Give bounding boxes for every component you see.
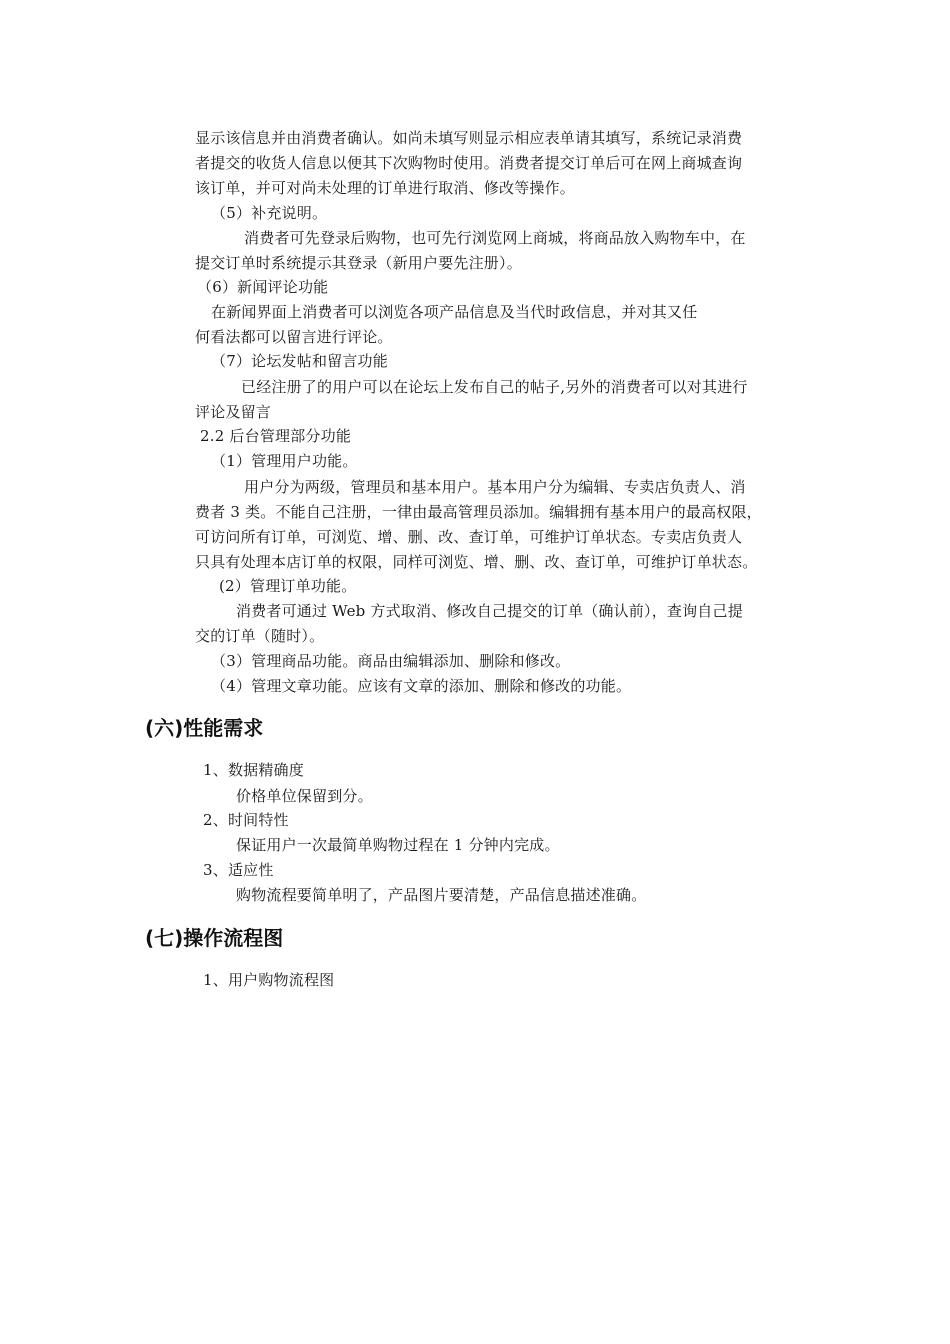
list-item-text: 保证用户一次最简单购物过程在 1 分钟内完成。 — [236, 836, 560, 854]
section-heading-flowchart: (七)操作流程图 — [145, 926, 284, 950]
paragraph-line: 消费者可先登录后购物，也可先行浏览网上商城，将商品放入购物车中，在 — [244, 229, 746, 247]
subsection-title: （1）管理用户功能。 — [211, 452, 358, 470]
section-title: 2.2 后台管理部分功能 — [200, 427, 352, 445]
paragraph-line: 在新闻界面上消费者可以浏览各项产品信息及当代时政信息，并对其又任 — [211, 303, 698, 321]
paragraph-line: 者提交的收货人信息以便其下次购物时使用。消费者提交订单后可在网上商城查询 — [195, 154, 743, 172]
list-item-title: 1、用户购物流程图 — [203, 971, 335, 989]
list-item-title: 1、数据精确度 — [203, 761, 304, 779]
paragraph-line: 用户分为两级，管理员和基本用户。基本用户分为编辑、专卖店负责人、消 — [244, 478, 746, 496]
paragraph-line: 可访问所有订单，可浏览、增、删、改、查订单，可维护订单状态。专卖店负责人 — [195, 528, 743, 546]
section-heading-performance: (六)性能需求 — [145, 716, 264, 740]
list-item-text: 购物流程要简单明了，产品图片要清楚，产品信息描述准确。 — [236, 886, 647, 904]
subsection-title: （3）管理商品功能。商品由编辑添加、删除和修改。 — [211, 652, 571, 670]
paragraph-line: 费者 3 类。不能自己注册，一律由最高管理员添加。编辑拥有基本用户的最高权限， — [195, 503, 762, 521]
paragraph-line: 评论及留言 — [195, 403, 272, 421]
paragraph-line: 该订单，并可对尚未处理的订单进行取消、修改等操作。 — [195, 179, 576, 197]
subsection-title: （6）新闻评论功能 — [197, 278, 329, 296]
paragraph-line: 已经注册了的用户可以在论坛上发布自己的帖子,另外的消费者可以对其进行 — [241, 378, 748, 396]
subsection-title: （7）论坛发帖和留言功能 — [211, 352, 388, 370]
paragraph-line: 交的订单（随时）。 — [195, 627, 325, 645]
list-item-title: 2、时间特性 — [203, 811, 289, 829]
paragraph-line: 提交订单时系统提示其登录（新用户要先注册）。 — [195, 254, 522, 272]
paragraph-line: 消费者可通过 Web 方式取消、修改自己提交的订单（确认前），查询自己提 — [236, 602, 743, 620]
subsection-title: （5）补充说明。 — [211, 204, 328, 222]
subsection-title: (2）管理订单功能。 — [219, 577, 357, 595]
paragraph-line: 显示该信息并由消费者确认。如尚未填写则显示相应表单请其填写，系统记录消费 — [195, 129, 743, 147]
paragraph-line: 何看法都可以留言进行评论。 — [195, 328, 393, 346]
list-item-title: 3、适应性 — [203, 861, 274, 879]
paragraph-line: 只具有处理本店订单的权限，同样可浏览、增、删、改、查订单，可维护订单状态。 — [195, 553, 758, 571]
list-item-text: 价格单位保留到分。 — [236, 787, 373, 805]
subsection-title: （4）管理文章功能。应该有文章的添加、删除和修改的功能。 — [211, 677, 632, 695]
